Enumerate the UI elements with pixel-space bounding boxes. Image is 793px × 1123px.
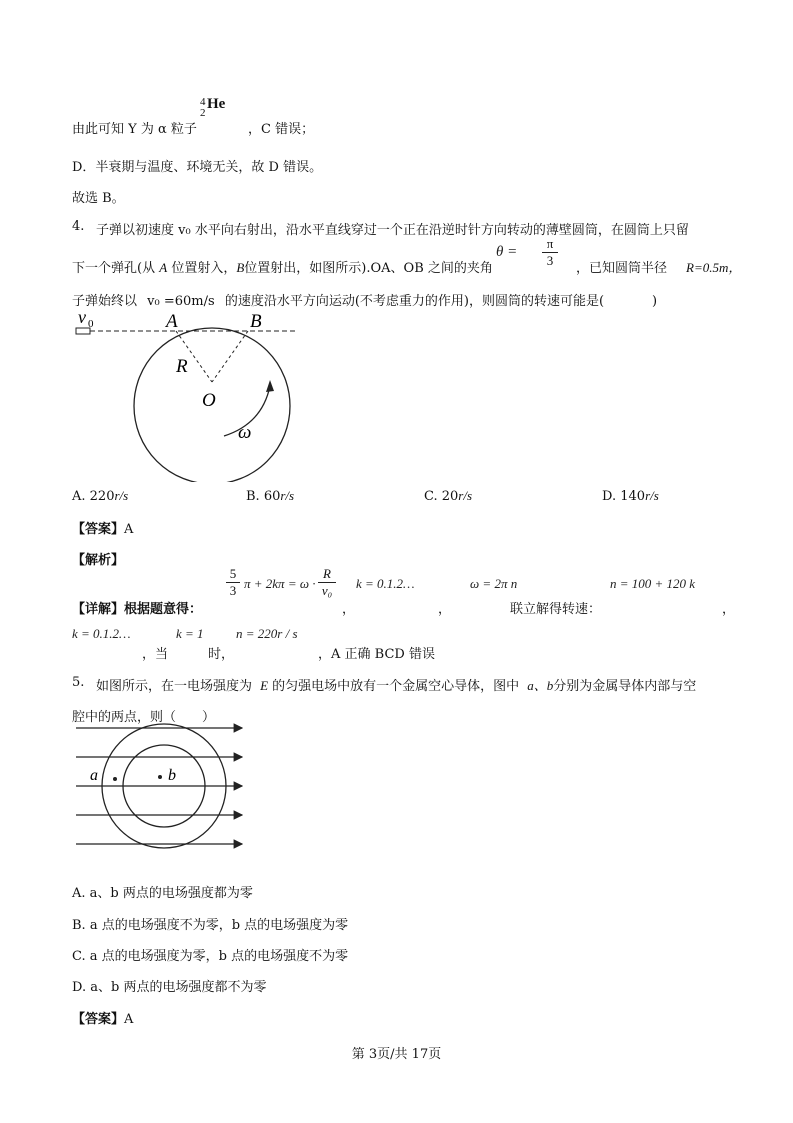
point-B-label: B	[250, 311, 262, 332]
eq-comma-1: ，	[342, 602, 356, 617]
q5-option-c[interactable]: C. a 点的电场强度为零，b 点的电场强度不为零	[72, 949, 349, 964]
q4-option-b[interactable]: B. 60r/s	[246, 488, 295, 504]
point-b-dot	[158, 775, 162, 779]
q4-radius-value: R=0.5m，	[686, 260, 742, 275]
q4-answer: 【答案】A	[72, 522, 134, 537]
omega-label: ω	[238, 422, 252, 443]
radius-OB	[212, 331, 248, 382]
helium-nuclide: 4 2 He	[200, 96, 226, 119]
q4-when-text: ，当	[142, 647, 169, 662]
n-result: n = 220r / s	[236, 626, 298, 641]
q5-option-b[interactable]: B. a 点的电场强度不为零，b 点的电场强度为零	[72, 918, 349, 933]
n-equation: n = 100 + 120 k	[610, 576, 696, 591]
q4-number: 4.	[72, 219, 85, 234]
q4-analysis-label: 【解析】	[72, 553, 125, 568]
q5-answer: 【答案】A	[72, 1012, 134, 1027]
k-range-2: k = 0.1.2…	[72, 626, 131, 641]
k-range-1: k = 0.1.2…	[356, 576, 415, 591]
point-a-label: a	[90, 767, 98, 784]
q4-cylinder-figure	[72, 306, 312, 482]
q3-conclusion: 故选 B。	[72, 191, 125, 206]
page-footer: 第 3页/共 17页	[351, 1047, 442, 1062]
point-b-label: b	[168, 767, 176, 784]
v0-sub-label: 0	[88, 318, 94, 330]
q4-option-c[interactable]: C. 20r/s	[424, 488, 473, 504]
q4-line2: 下一个弹孔(从 A 位置射入，B位置射出，如图所示).OA、OB 之间的夹角	[72, 260, 493, 276]
q4-option-d[interactable]: D. 140r/s	[602, 488, 659, 504]
q3-d-statement: D．半衰期与温度、环境无关，故 D 错误。	[72, 160, 323, 175]
omega-equation: ω = 2π n	[470, 576, 518, 591]
radius-R-label: R	[176, 356, 188, 377]
q3-c-wrong: ，C 错误；	[248, 122, 315, 137]
center-O-label: O	[202, 390, 216, 411]
point-A-label: A	[166, 311, 178, 332]
q4-detail-label: 【详解】根据题意得：	[72, 602, 203, 617]
q4-solve-text: 联立解得转速：	[510, 602, 602, 617]
eq-comma-3: ，	[722, 602, 736, 617]
v0-label: v	[78, 307, 86, 327]
q5-conductor-figure	[72, 714, 252, 860]
q4-conclusion: ，A 正确 BCD 错误	[318, 647, 435, 662]
q3-text-y-alpha: 由此可知 Y 为 α 粒子	[72, 122, 197, 137]
q5-line1: 如图所示，在一电场强度为 E 的匀强电场中放有一个金属空心导体，图中 a、b分别为金属导体内部与空	[96, 678, 697, 694]
q5-option-a[interactable]: A. a、b 两点的电场强度都为零	[72, 886, 253, 901]
q4-radius-label: ，已知圆筒半径	[576, 261, 668, 276]
equation-1: $\frac{5}{3}$ π + 2kπ = ω · $\frac{R}{\text{v₀}}$	[222, 566, 342, 614]
theta-formula: θ = $\frac{\pi}{3}$	[496, 236, 566, 276]
q4-when-suffix: 时，	[208, 647, 235, 662]
rotation-arrowhead	[266, 380, 274, 392]
q4-option-a[interactable]: A. 220r/s	[72, 488, 129, 504]
eq-comma-2: ，	[438, 602, 452, 617]
q5-option-d[interactable]: D. a、b 两点的电场强度都不为零	[72, 980, 267, 995]
q5-line2: 腔中的两点，则（ ）	[72, 710, 216, 725]
k-equals-1: k = 1	[176, 626, 204, 641]
q5-number: 5.	[72, 675, 85, 690]
q4-line3: 子弹始终以 v₀ =60m/s 的速度沿水平方向运动(不考虑重力的作用)，则圆筒的转速可能是( )	[72, 294, 658, 309]
q4-line1: 子弹以初速度 v₀ 水平向右射出，沿水平直线穿过一个正在沿逆时针方向转动的薄壁圆筒，在圆筒上只留	[96, 223, 689, 238]
point-a-dot	[113, 777, 117, 781]
